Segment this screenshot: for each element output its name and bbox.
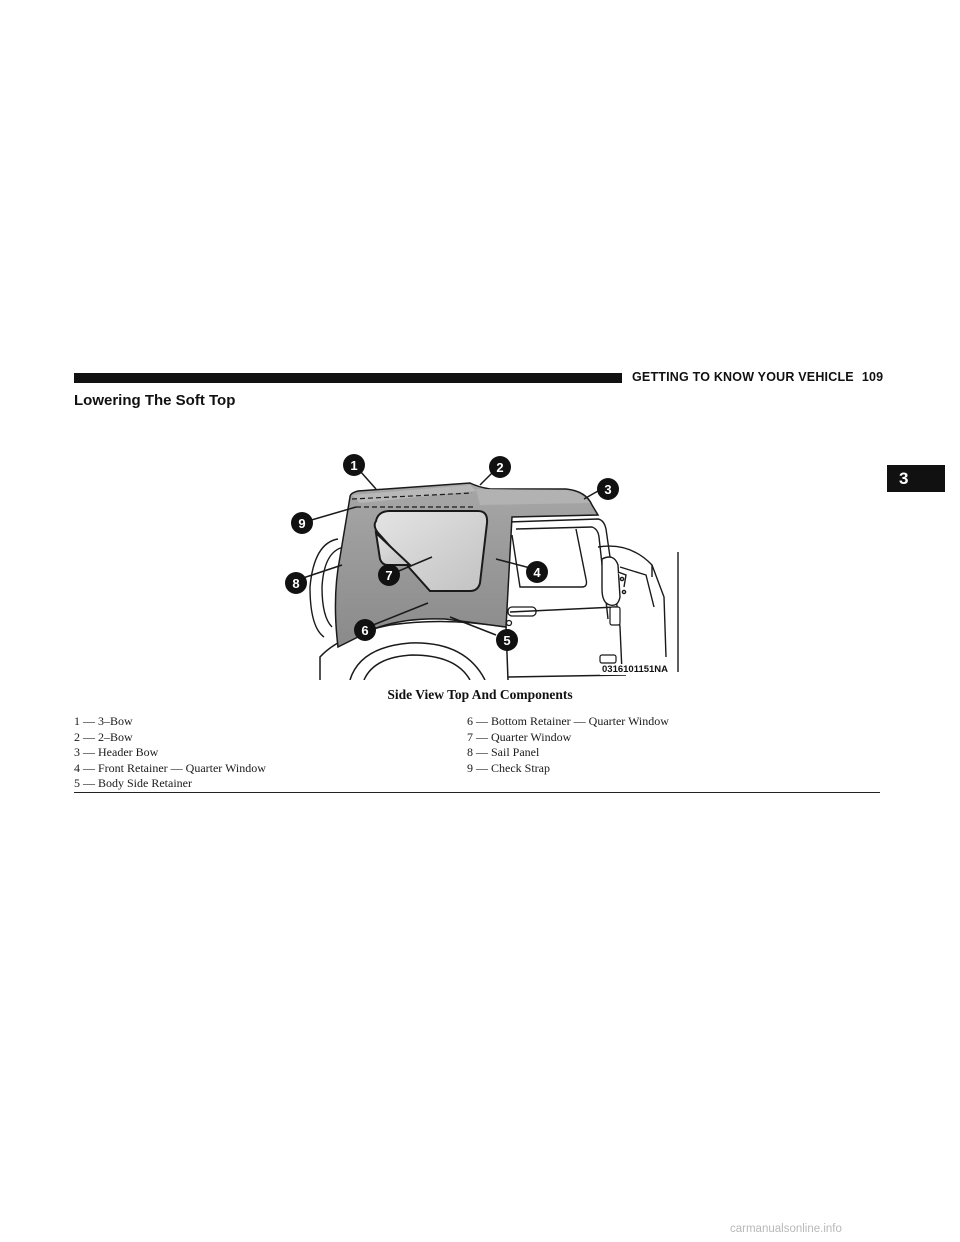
vehicle-body — [508, 519, 678, 677]
side-mirror — [602, 557, 626, 605]
legend-item: 8 — Sail Panel — [467, 745, 540, 760]
legend-item: 6 — Bottom Retainer — Quarter Window — [467, 714, 669, 728]
callout-9: 9 — [298, 516, 306, 531]
page-number: 109 — [861, 370, 884, 384]
callout-5: 5 — [503, 633, 511, 648]
soft-top-illustration — [280, 447, 680, 680]
chapter-tab[interactable]: 3 — [887, 465, 945, 492]
header-rule-bar — [74, 373, 622, 383]
legend-item: 7 — Quarter Window — [467, 729, 572, 744]
running-header-section: GETTING TO KNOW YOUR VEHICLE — [632, 370, 854, 384]
section-divider — [74, 792, 880, 793]
figure-caption: Side View Top And Components — [387, 687, 573, 702]
callout-6: 6 — [361, 623, 369, 638]
legend-left-column — [74, 714, 266, 792]
legend-item: 3 — Header Bow — [74, 745, 159, 760]
running-header — [632, 370, 892, 384]
legend-item: 5 — Body Side Retainer — [74, 776, 192, 791]
door-handle — [507, 607, 537, 626]
legend-item: 2 — 2–Bow — [74, 729, 133, 744]
legend-item: 9 — Check Strap — [467, 760, 550, 775]
callout-4: 4 — [533, 565, 541, 580]
callout-3: 3 — [604, 482, 612, 497]
legend-item: 4 — Front Retainer — Quarter Window — [74, 760, 266, 775]
door-hinges — [600, 607, 620, 663]
legend-right-column — [467, 714, 669, 776]
callout-8: 8 — [292, 576, 300, 591]
callout-7: 7 — [385, 568, 393, 583]
legend-item: 1 — 3–Bow — [74, 714, 133, 728]
figure-code: 0316101151NA — [602, 664, 669, 675]
section-title: Lowering The Soft Top — [74, 392, 236, 409]
callout-2: 2 — [496, 460, 504, 475]
site-watermark[interactable]: carmanualsonline.info — [730, 1223, 842, 1235]
callout-1: 1 — [350, 458, 358, 473]
